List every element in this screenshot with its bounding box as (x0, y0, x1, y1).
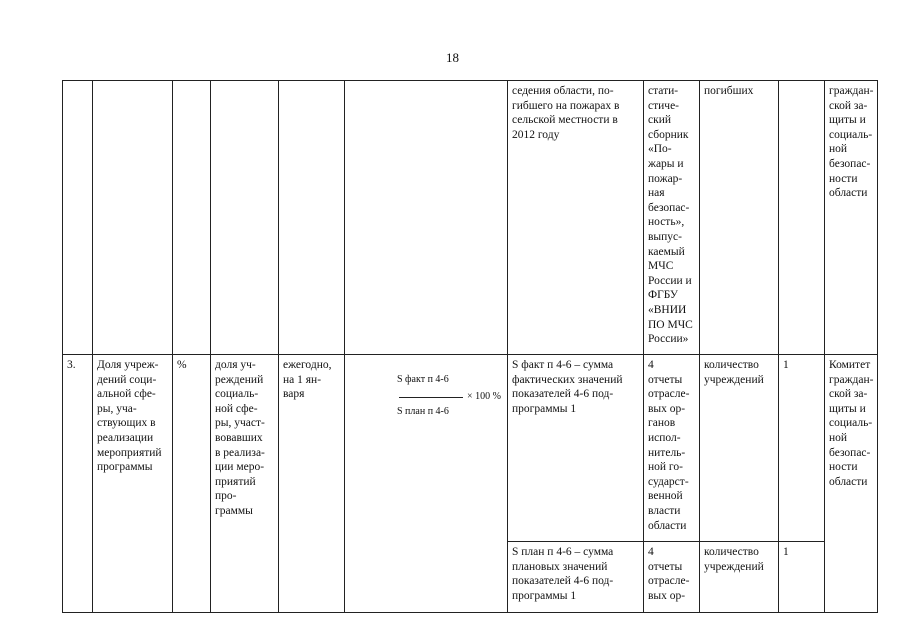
cell-indicator-name (93, 81, 173, 355)
cell-observation-unit: погибших (700, 81, 779, 355)
cell-number: 3. (63, 355, 93, 613)
cell-observation-unit: количество учреждений (700, 355, 779, 542)
formula-denominator: S план п 4-6 (397, 405, 449, 417)
cell-formula (345, 355, 508, 613)
formula-multiplier: × 100 % (467, 390, 501, 402)
cell-coverage: 1 (779, 355, 825, 542)
cell-definition: доля уч- реждений социаль- ной сфе- ры, участ- вовавших в реализа- ции меро- приятий про- граммы (211, 355, 279, 613)
cell-data-source: 4 отчеты отрасле- вых ор- ганов испол- нитель- ной го- сударст- венной власти области (644, 355, 700, 542)
cell-unit: % (173, 355, 211, 613)
table-row (63, 355, 878, 542)
cell-basic-indicators: седения области, по- гибшего на пожарах в сельской местности в 2012 году (508, 81, 644, 355)
fraction-bar (399, 397, 463, 398)
cell-observation-unit: количество учреждений (700, 542, 779, 613)
cell-data-source: 4 отчеты отрасле- вых ор- (644, 542, 700, 613)
cell-indicator-name: Доля учреж- дений соци- альной сфе- ры, уча- ствующих в реализации мероприятий программы (93, 355, 173, 613)
cell-coverage: 1 (779, 542, 825, 613)
cell-basic-indicators: S план п 4-6 – сумма плановых значений показателей 4-6 под- программы 1 (508, 542, 644, 613)
formula (349, 373, 503, 433)
cell-responsible: граждан- ской за- щиты и социаль- ной безопас- ности области (825, 81, 878, 355)
indicator-table (62, 80, 878, 613)
formula-numerator: S факт п 4-6 (397, 373, 449, 385)
cell-periodicity (279, 81, 345, 355)
cell-data-source: стати- стиче- ский сборник «По- жары и пожар- ная безопас- ность», выпус- каемый МЧС России и ФГБУ «ВНИИ ПО МЧС России» (644, 81, 700, 355)
cell-basic-indicators: S факт п 4-6 – сумма фактических значений показателей 4-6 под- программы 1 (508, 355, 644, 542)
cell-formula (345, 81, 508, 355)
cell-coverage (779, 81, 825, 355)
cell-unit (173, 81, 211, 355)
cell-definition (211, 81, 279, 355)
cell-responsible: Комитет граждан- ской за- щиты и социаль- ной безопас- ности области (825, 355, 878, 613)
table-row (63, 81, 878, 355)
page-number: 18 (446, 50, 459, 65)
cell-periodicity: ежегодно, на 1 ян- варя (279, 355, 345, 613)
cell-number (63, 81, 93, 355)
